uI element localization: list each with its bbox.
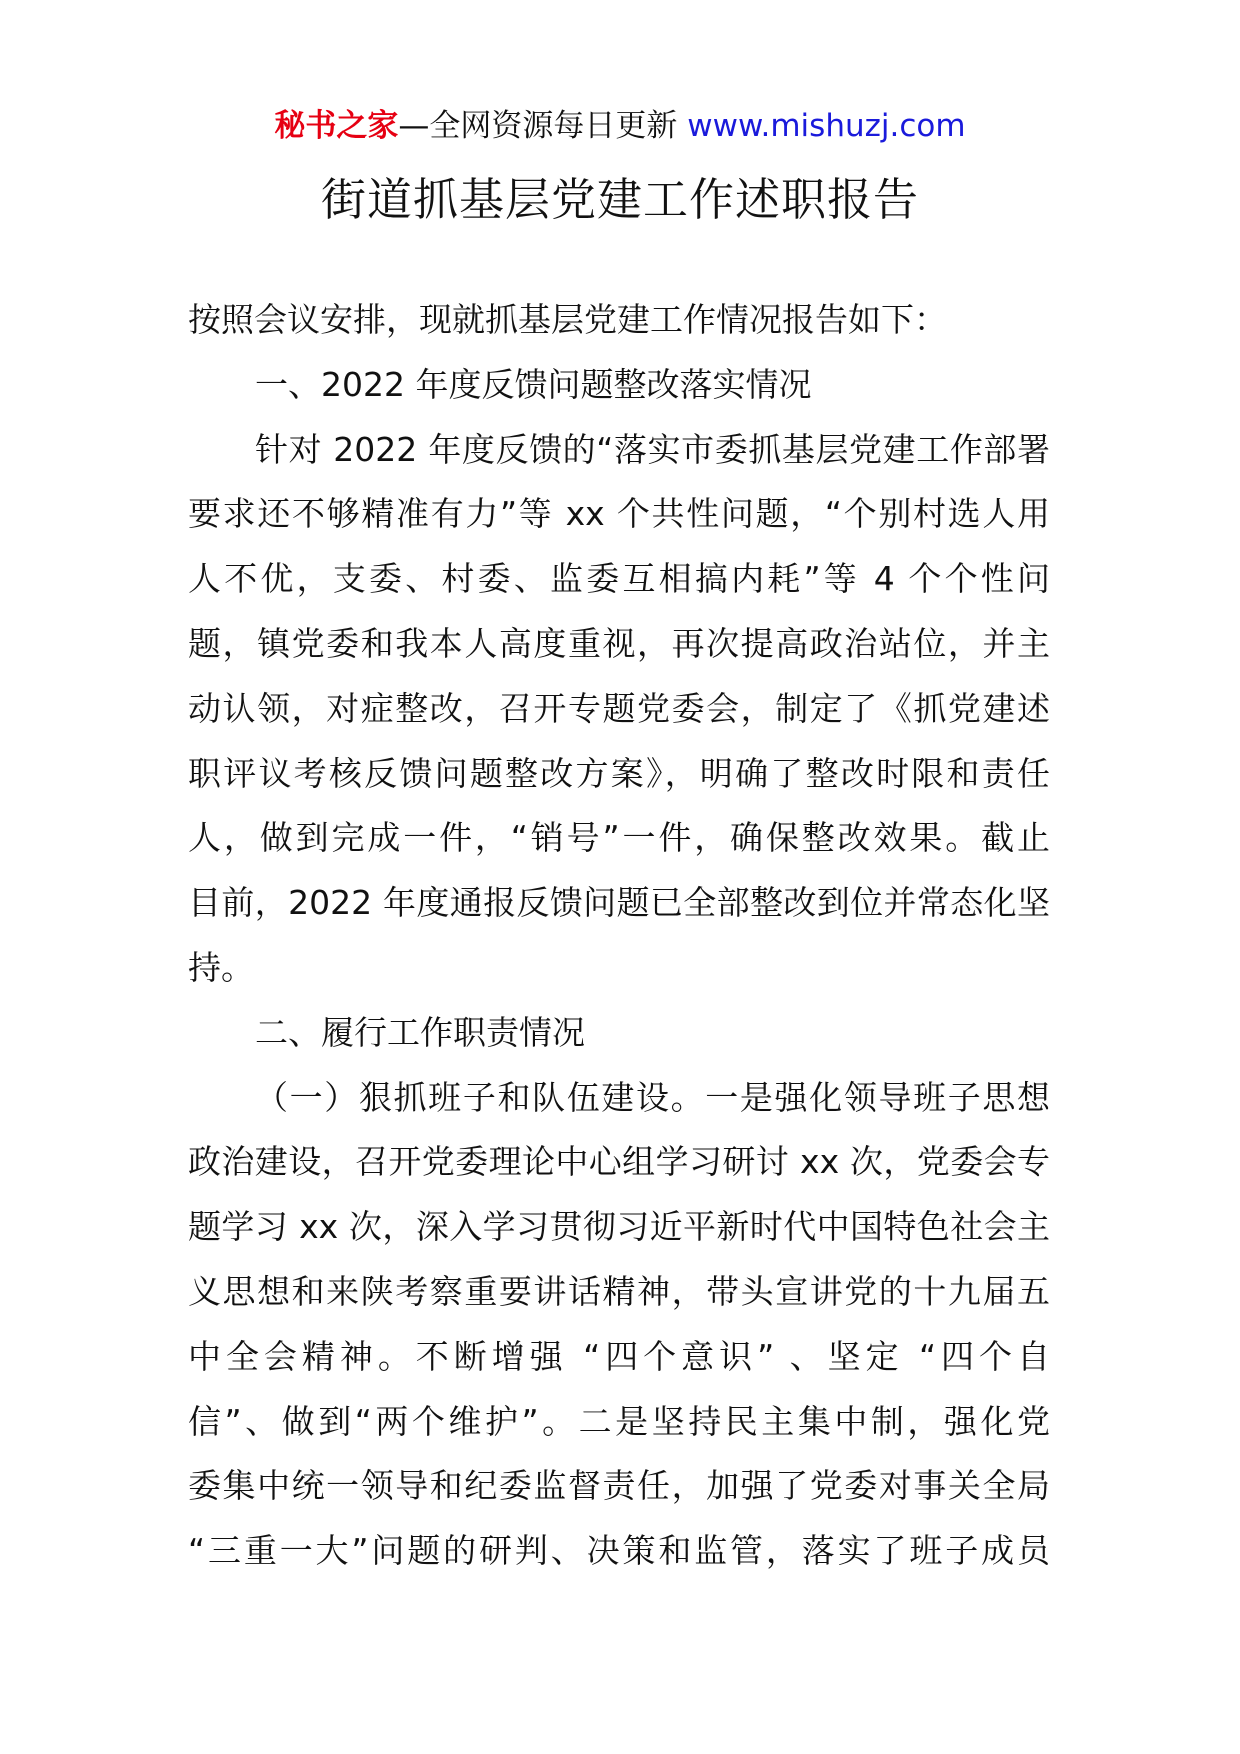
document-body [188, 288, 1050, 1584]
text-line: 题，镇党委和我本人高度重视，再次提高政治站位，并主 [188, 623, 1050, 663]
text-line: 目前，2022 年度通报反馈问题已全部整改到位并常态化坚 [188, 883, 1050, 923]
text-line: 人，做到完成一件，“销号”一件，确保整改效果。截止 [188, 818, 1050, 858]
text-line: 按照会议安排，现就抓基层党建工作情况报告如下： [188, 300, 947, 339]
text-line: 职评议考核反馈问题整改方案》，明确了整改时限和责任 [188, 753, 1050, 793]
text-line: 中全会精神。不断增强 “四个意识” 、坚定 “四个自 [188, 1336, 1050, 1376]
text-line: 动认领，对症整改，召开专题党委会，制定了《抓党建述 [188, 688, 1050, 728]
text-line: 二、履行工作职责情况 [255, 1012, 585, 1052]
text-line: 一、2022 年度反馈问题整改落实情况 [255, 364, 812, 404]
text-line: 信”、做到“两个维护”。二是坚持民主集中制，强化党 [188, 1401, 1050, 1441]
text-line: 题学习 xx 次，深入学习贯彻习近平新时代中国特色社会主 [188, 1207, 1050, 1247]
brand-name: 秘书之家 [274, 108, 399, 144]
text-line: （一）狠抓班子和队伍建设。一是强化领导班子思想 [255, 1077, 1050, 1117]
text-line: 要求还不够精准有力”等 xx 个共性问题，“个别村选人用 [188, 494, 1050, 534]
text-line: “三重一大”问题的研判、决策和监管，落实了班子成员 [188, 1531, 1050, 1571]
text-line: 持。 [188, 947, 254, 987]
text-line: 义思想和来陕考察重要讲话精神，带头宣讲党的十九届五 [188, 1271, 1050, 1311]
text-line: 针对 2022 年度反馈的“落实市委抓基层党建工作部署 [255, 429, 1050, 469]
header-slogan: —全网资源每日更新 [398, 108, 688, 144]
text-line: 政治建设，召开党委理论中心组学习研讨 xx 次，党委会专 [188, 1142, 1050, 1182]
header-url[interactable]: www.mishuzj.com [687, 108, 966, 144]
watermark-header [0, 100, 1240, 145]
document-title: 街道抓基层党建工作述职报告 [320, 173, 919, 226]
text-line: 人不优，支委、村委、监委互相搞内耗”等 4 个个性问 [188, 559, 1050, 599]
text-line: 委集中统一领导和纪委监督责任，加强了党委对事关全局 [188, 1466, 1050, 1506]
